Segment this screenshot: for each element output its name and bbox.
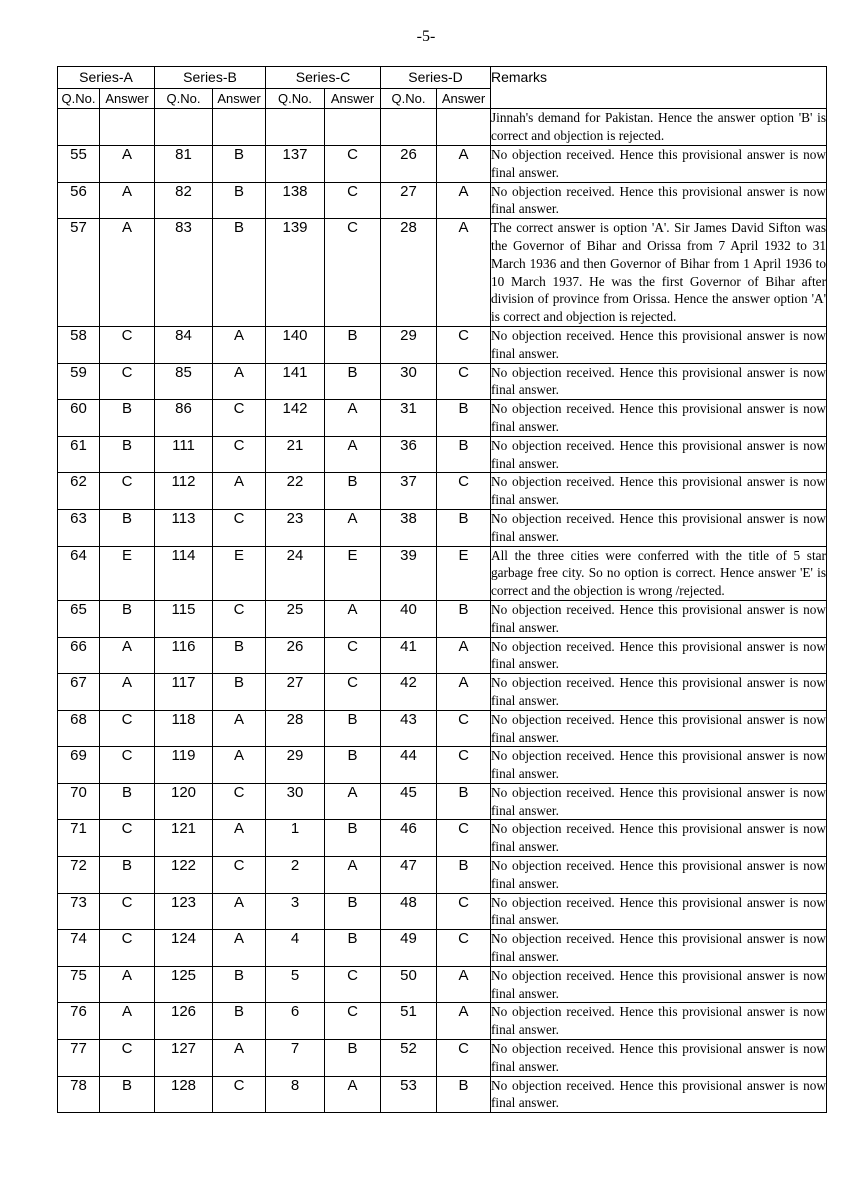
series-b-qno-cell: 85 bbox=[155, 363, 213, 400]
series-c-answer-cell: C bbox=[325, 1003, 381, 1040]
series-b-qno-cell: 115 bbox=[155, 600, 213, 637]
series-d-answer-cell: B bbox=[437, 783, 491, 820]
remarks-cell: No objection received. Hence this provisional answer is now final answer. bbox=[491, 783, 827, 820]
series-c-answer-cell: C bbox=[325, 146, 381, 183]
series-a-qno-cell: 56 bbox=[58, 182, 100, 219]
series-d-answer-cell: B bbox=[437, 400, 491, 437]
series-c-qno-cell: 1 bbox=[266, 820, 325, 857]
series-a-qno-cell: 62 bbox=[58, 473, 100, 510]
series-b-qno-cell: 124 bbox=[155, 930, 213, 967]
series-c-qno-cell: 30 bbox=[266, 783, 325, 820]
series-b-answer-cell bbox=[213, 109, 266, 146]
series-b-qno-cell: 82 bbox=[155, 182, 213, 219]
series-b-qno-cell: 84 bbox=[155, 326, 213, 363]
series-a-answer-cell: A bbox=[100, 182, 155, 219]
series-d-answer-cell: C bbox=[437, 473, 491, 510]
series-c-qno-cell: 7 bbox=[266, 1040, 325, 1077]
series-d-answer-cell: A bbox=[437, 146, 491, 183]
series-b-answer-cell: A bbox=[213, 710, 266, 747]
series-b-answer-cell: A bbox=[213, 747, 266, 784]
series-c-answer-cell: A bbox=[325, 783, 381, 820]
series-c-qno-cell bbox=[266, 109, 325, 146]
series-b-answer-cell: A bbox=[213, 893, 266, 930]
series-c-qno-cell: 26 bbox=[266, 637, 325, 674]
table-row bbox=[58, 710, 827, 747]
series-c-answer-header: Answer bbox=[325, 89, 381, 109]
series-d-answer-cell: B bbox=[437, 436, 491, 473]
remarks-cell: No objection received. Hence this provisional answer is now final answer. bbox=[491, 473, 827, 510]
series-c-qno-cell: 141 bbox=[266, 363, 325, 400]
table-row bbox=[58, 182, 827, 219]
table-row bbox=[58, 674, 827, 711]
series-b-qno-cell: 113 bbox=[155, 509, 213, 546]
series-d-qno-cell: 30 bbox=[381, 363, 437, 400]
series-d-qno-cell: 41 bbox=[381, 637, 437, 674]
remarks-cell: No objection received. Hence this provisional answer is now final answer. bbox=[491, 326, 827, 363]
series-c-answer-cell: B bbox=[325, 930, 381, 967]
series-b-answer-cell: B bbox=[213, 637, 266, 674]
series-a-qno-cell bbox=[58, 109, 100, 146]
series-d-qno-cell: 48 bbox=[381, 893, 437, 930]
table-row bbox=[58, 546, 827, 600]
series-b-answer-cell: A bbox=[213, 930, 266, 967]
series-a-answer-cell: A bbox=[100, 219, 155, 327]
series-d-qno-cell: 39 bbox=[381, 546, 437, 600]
series-c-answer-cell: C bbox=[325, 182, 381, 219]
series-b-answer-cell: B bbox=[213, 219, 266, 327]
series-d-qno-cell: 29 bbox=[381, 326, 437, 363]
series-c-qno-cell: 2 bbox=[266, 857, 325, 894]
series-c-qno-cell: 27 bbox=[266, 674, 325, 711]
series-a-qno-cell: 77 bbox=[58, 1040, 100, 1077]
series-c-answer-cell: A bbox=[325, 857, 381, 894]
series-a-qno-cell: 75 bbox=[58, 966, 100, 1003]
series-a-answer-cell: B bbox=[100, 783, 155, 820]
series-b-answer-cell: A bbox=[213, 820, 266, 857]
series-a-answer-cell: E bbox=[100, 546, 155, 600]
series-b-answer-cell: C bbox=[213, 783, 266, 820]
series-d-answer-cell bbox=[437, 109, 491, 146]
answer-key-table bbox=[57, 66, 827, 1113]
series-b-qno-header: Q.No. bbox=[155, 89, 213, 109]
remarks-cell: No objection received. Hence this provisional answer is now final answer. bbox=[491, 930, 827, 967]
series-d-answer-cell: A bbox=[437, 674, 491, 711]
remarks-cell: Jinnah's demand for Pakistan. Hence the answer option 'B' is correct and objection is rejected. bbox=[491, 109, 827, 146]
remarks-cell: No objection received. Hence this provisional answer is now final answer. bbox=[491, 1076, 827, 1113]
series-a-qno-cell: 66 bbox=[58, 637, 100, 674]
series-c-answer-cell: B bbox=[325, 473, 381, 510]
series-d-answer-cell: A bbox=[437, 182, 491, 219]
remarks-cell: No objection received. Hence this provisional answer is now final answer. bbox=[491, 400, 827, 437]
series-d-answer-cell: C bbox=[437, 820, 491, 857]
series-d-answer-cell: C bbox=[437, 930, 491, 967]
series-d-qno-cell: 49 bbox=[381, 930, 437, 967]
series-b-qno-cell: 111 bbox=[155, 436, 213, 473]
series-a-qno-cell: 76 bbox=[58, 1003, 100, 1040]
series-a-qno-cell: 72 bbox=[58, 857, 100, 894]
series-b-answer-cell: E bbox=[213, 546, 266, 600]
series-c-answer-cell: A bbox=[325, 509, 381, 546]
table-row bbox=[58, 637, 827, 674]
table-row bbox=[58, 966, 827, 1003]
series-c-header: Series-C bbox=[266, 67, 381, 89]
table-row bbox=[58, 820, 827, 857]
series-b-answer-cell: A bbox=[213, 473, 266, 510]
series-d-answer-cell: C bbox=[437, 326, 491, 363]
series-c-qno-cell: 4 bbox=[266, 930, 325, 967]
series-a-qno-cell: 65 bbox=[58, 600, 100, 637]
series-d-answer-cell: B bbox=[437, 600, 491, 637]
series-b-qno-cell: 126 bbox=[155, 1003, 213, 1040]
answer-rows bbox=[58, 109, 827, 1113]
series-d-answer-cell: C bbox=[437, 893, 491, 930]
series-a-answer-cell: A bbox=[100, 966, 155, 1003]
series-c-qno-header: Q.No. bbox=[266, 89, 325, 109]
series-d-qno-cell: 28 bbox=[381, 219, 437, 327]
series-c-answer-cell bbox=[325, 109, 381, 146]
series-d-answer-header: Answer bbox=[437, 89, 491, 109]
series-d-qno-cell: 51 bbox=[381, 1003, 437, 1040]
series-d-answer-cell: C bbox=[437, 747, 491, 784]
series-a-answer-cell: C bbox=[100, 710, 155, 747]
series-a-qno-cell: 74 bbox=[58, 930, 100, 967]
series-d-answer-cell: A bbox=[437, 1003, 491, 1040]
series-a-answer-cell: B bbox=[100, 400, 155, 437]
series-d-qno-cell bbox=[381, 109, 437, 146]
series-c-qno-cell: 142 bbox=[266, 400, 325, 437]
series-a-answer-cell: C bbox=[100, 1040, 155, 1077]
series-a-answer-cell: B bbox=[100, 436, 155, 473]
remarks-cell: No objection received. Hence this provisional answer is now final answer. bbox=[491, 1003, 827, 1040]
remarks-cell: No objection received. Hence this provisional answer is now final answer. bbox=[491, 820, 827, 857]
series-b-answer-cell: B bbox=[213, 146, 266, 183]
series-b-qno-cell: 127 bbox=[155, 1040, 213, 1077]
series-a-answer-cell: A bbox=[100, 146, 155, 183]
series-d-qno-cell: 53 bbox=[381, 1076, 437, 1113]
series-b-answer-cell: A bbox=[213, 1040, 266, 1077]
series-b-qno-cell: 117 bbox=[155, 674, 213, 711]
remarks-cell: All the three cities were conferred with the title of 5 star garbage free city. So no option is correct. Hence answer 'E' is correct and the objection is wrong /rejected. bbox=[491, 546, 827, 600]
table-row bbox=[58, 473, 827, 510]
table-row bbox=[58, 326, 827, 363]
series-c-qno-cell: 29 bbox=[266, 747, 325, 784]
series-d-qno-cell: 44 bbox=[381, 747, 437, 784]
series-b-qno-cell: 121 bbox=[155, 820, 213, 857]
series-b-answer-cell: B bbox=[213, 674, 266, 711]
series-c-qno-cell: 22 bbox=[266, 473, 325, 510]
series-b-qno-cell: 114 bbox=[155, 546, 213, 600]
series-d-qno-cell: 42 bbox=[381, 674, 437, 711]
series-a-answer-cell bbox=[100, 109, 155, 146]
series-c-qno-cell: 25 bbox=[266, 600, 325, 637]
series-a-qno-cell: 59 bbox=[58, 363, 100, 400]
series-c-answer-cell: A bbox=[325, 400, 381, 437]
series-c-answer-cell: B bbox=[325, 747, 381, 784]
series-b-qno-cell: 123 bbox=[155, 893, 213, 930]
series-a-answer-cell: C bbox=[100, 747, 155, 784]
table-row bbox=[58, 436, 827, 473]
series-a-qno-cell: 73 bbox=[58, 893, 100, 930]
series-a-qno-cell: 55 bbox=[58, 146, 100, 183]
table-row bbox=[58, 893, 827, 930]
series-b-qno-cell bbox=[155, 109, 213, 146]
table-row bbox=[58, 400, 827, 437]
series-c-answer-cell: B bbox=[325, 820, 381, 857]
series-c-answer-cell: A bbox=[325, 1076, 381, 1113]
table-row bbox=[58, 1003, 827, 1040]
series-d-answer-cell: A bbox=[437, 219, 491, 327]
series-a-qno-cell: 60 bbox=[58, 400, 100, 437]
table-row bbox=[58, 783, 827, 820]
series-c-qno-cell: 24 bbox=[266, 546, 325, 600]
remarks-cell: No objection received. Hence this provisional answer is now final answer. bbox=[491, 710, 827, 747]
series-a-answer-cell: B bbox=[100, 600, 155, 637]
series-c-answer-cell: A bbox=[325, 600, 381, 637]
table-row bbox=[58, 600, 827, 637]
table-row bbox=[58, 219, 827, 327]
series-d-qno-cell: 36 bbox=[381, 436, 437, 473]
series-b-qno-cell: 83 bbox=[155, 219, 213, 327]
series-a-qno-cell: 58 bbox=[58, 326, 100, 363]
remarks-cell: No objection received. Hence this provisional answer is now final answer. bbox=[491, 146, 827, 183]
series-c-qno-cell: 21 bbox=[266, 436, 325, 473]
remarks-cell: No objection received. Hence this provisional answer is now final answer. bbox=[491, 182, 827, 219]
remarks-cell: No objection received. Hence this provisional answer is now final answer. bbox=[491, 893, 827, 930]
series-d-qno-cell: 27 bbox=[381, 182, 437, 219]
series-a-qno-cell: 69 bbox=[58, 747, 100, 784]
table-row bbox=[58, 747, 827, 784]
remarks-cell: No objection received. Hence this provisional answer is now final answer. bbox=[491, 857, 827, 894]
series-b-qno-cell: 122 bbox=[155, 857, 213, 894]
series-c-answer-cell: B bbox=[325, 363, 381, 400]
series-c-qno-cell: 6 bbox=[266, 1003, 325, 1040]
series-c-answer-cell: C bbox=[325, 219, 381, 327]
series-a-answer-cell: C bbox=[100, 893, 155, 930]
remarks-cell: No objection received. Hence this provisional answer is now final answer. bbox=[491, 747, 827, 784]
series-c-answer-cell: B bbox=[325, 710, 381, 747]
series-a-answer-cell: C bbox=[100, 820, 155, 857]
series-c-answer-cell: C bbox=[325, 674, 381, 711]
series-b-qno-cell: 86 bbox=[155, 400, 213, 437]
series-a-answer-cell: C bbox=[100, 473, 155, 510]
series-d-qno-cell: 38 bbox=[381, 509, 437, 546]
remarks-cell: No objection received. Hence this provisional answer is now final answer. bbox=[491, 363, 827, 400]
series-d-answer-cell: A bbox=[437, 637, 491, 674]
series-d-answer-cell: C bbox=[437, 1040, 491, 1077]
series-b-qno-cell: 119 bbox=[155, 747, 213, 784]
series-c-answer-cell: C bbox=[325, 637, 381, 674]
series-d-qno-cell: 26 bbox=[381, 146, 437, 183]
series-a-answer-cell: B bbox=[100, 509, 155, 546]
series-a-answer-cell: B bbox=[100, 857, 155, 894]
remarks-header: Remarks bbox=[491, 67, 827, 109]
series-c-qno-cell: 138 bbox=[266, 182, 325, 219]
series-a-qno-cell: 78 bbox=[58, 1076, 100, 1113]
series-b-qno-cell: 112 bbox=[155, 473, 213, 510]
table-row bbox=[58, 363, 827, 400]
series-b-answer-cell: C bbox=[213, 436, 266, 473]
series-a-answer-cell: C bbox=[100, 930, 155, 967]
series-b-qno-cell: 81 bbox=[155, 146, 213, 183]
series-a-answer-cell: B bbox=[100, 1076, 155, 1113]
table-row bbox=[58, 146, 827, 183]
series-a-answer-cell: C bbox=[100, 363, 155, 400]
remarks-cell: No objection received. Hence this provisional answer is now final answer. bbox=[491, 966, 827, 1003]
series-d-answer-cell: B bbox=[437, 857, 491, 894]
series-a-qno-cell: 70 bbox=[58, 783, 100, 820]
series-d-qno-cell: 46 bbox=[381, 820, 437, 857]
series-c-answer-cell: B bbox=[325, 1040, 381, 1077]
series-a-qno-cell: 61 bbox=[58, 436, 100, 473]
series-c-qno-cell: 140 bbox=[266, 326, 325, 363]
series-b-answer-cell: B bbox=[213, 182, 266, 219]
series-b-qno-cell: 120 bbox=[155, 783, 213, 820]
page-number: -5- bbox=[416, 28, 436, 45]
series-a-answer-cell: A bbox=[100, 674, 155, 711]
remarks-cell: The correct answer is option 'A'. Sir James David Sifton was the Governor of Bihar and Orissa from 7 April 1932 to 31 March 1936 and then Governor of Bihar from 1 April 1936 to 10 March 1937. He was the first Governor of Bihar after division of province from Orissa. Hence the answer option 'A' is correct and objection is rejected. bbox=[491, 219, 827, 327]
series-a-qno-cell: 64 bbox=[58, 546, 100, 600]
series-c-qno-cell: 8 bbox=[266, 1076, 325, 1113]
series-d-qno-cell: 50 bbox=[381, 966, 437, 1003]
series-d-answer-cell: C bbox=[437, 363, 491, 400]
series-d-qno-cell: 52 bbox=[381, 1040, 437, 1077]
table-row bbox=[58, 1076, 827, 1113]
series-a-qno-cell: 57 bbox=[58, 219, 100, 327]
series-d-answer-cell: A bbox=[437, 966, 491, 1003]
series-b-answer-cell: B bbox=[213, 1003, 266, 1040]
table-row bbox=[58, 1040, 827, 1077]
series-d-qno-cell: 47 bbox=[381, 857, 437, 894]
remarks-cell: No objection received. Hence this provisional answer is now final answer. bbox=[491, 674, 827, 711]
series-a-qno-cell: 68 bbox=[58, 710, 100, 747]
series-d-qno-cell: 45 bbox=[381, 783, 437, 820]
series-b-qno-cell: 116 bbox=[155, 637, 213, 674]
series-b-header: Series-B bbox=[155, 67, 266, 89]
series-d-qno-cell: 40 bbox=[381, 600, 437, 637]
series-b-qno-cell: 118 bbox=[155, 710, 213, 747]
series-a-answer-cell: A bbox=[100, 637, 155, 674]
series-a-answer-cell: A bbox=[100, 1003, 155, 1040]
series-d-qno-cell: 37 bbox=[381, 473, 437, 510]
series-a-qno-cell: 63 bbox=[58, 509, 100, 546]
series-b-answer-cell: A bbox=[213, 363, 266, 400]
series-d-qno-cell: 31 bbox=[381, 400, 437, 437]
series-d-answer-cell: C bbox=[437, 710, 491, 747]
series-c-qno-cell: 139 bbox=[266, 219, 325, 327]
series-c-qno-cell: 23 bbox=[266, 509, 325, 546]
series-a-qno-cell: 67 bbox=[58, 674, 100, 711]
series-c-qno-cell: 3 bbox=[266, 893, 325, 930]
series-c-qno-cell: 5 bbox=[266, 966, 325, 1003]
series-b-answer-cell: C bbox=[213, 509, 266, 546]
series-b-answer-cell: C bbox=[213, 600, 266, 637]
series-c-answer-cell: E bbox=[325, 546, 381, 600]
remarks-cell: No objection received. Hence this provisional answer is now final answer. bbox=[491, 600, 827, 637]
remarks-cell: No objection received. Hence this provisional answer is now final answer. bbox=[491, 637, 827, 674]
remarks-cell: No objection received. Hence this provisional answer is now final answer. bbox=[491, 1040, 827, 1077]
series-a-answer-cell: C bbox=[100, 326, 155, 363]
series-d-qno-header: Q.No. bbox=[381, 89, 437, 109]
series-d-answer-cell: B bbox=[437, 1076, 491, 1113]
series-d-answer-cell: B bbox=[437, 509, 491, 546]
series-header-row bbox=[58, 67, 827, 89]
series-c-qno-cell: 137 bbox=[266, 146, 325, 183]
series-c-qno-cell: 28 bbox=[266, 710, 325, 747]
table-row bbox=[58, 509, 827, 546]
series-a-qno-header: Q.No. bbox=[58, 89, 100, 109]
series-d-qno-cell: 43 bbox=[381, 710, 437, 747]
table-row bbox=[58, 857, 827, 894]
series-c-answer-cell: B bbox=[325, 326, 381, 363]
series-c-answer-cell: C bbox=[325, 966, 381, 1003]
series-b-qno-cell: 128 bbox=[155, 1076, 213, 1113]
series-d-header: Series-D bbox=[381, 67, 491, 89]
series-b-answer-cell: C bbox=[213, 857, 266, 894]
series-a-answer-header: Answer bbox=[100, 89, 155, 109]
series-c-answer-cell: B bbox=[325, 893, 381, 930]
remarks-cell: No objection received. Hence this provisional answer is now final answer. bbox=[491, 509, 827, 546]
table-row bbox=[58, 930, 827, 967]
series-b-answer-cell: B bbox=[213, 966, 266, 1003]
table-row bbox=[58, 109, 827, 146]
series-a-header: Series-A bbox=[58, 67, 155, 89]
series-b-answer-header: Answer bbox=[213, 89, 266, 109]
series-b-answer-cell: C bbox=[213, 1076, 266, 1113]
series-b-qno-cell: 125 bbox=[155, 966, 213, 1003]
remarks-cell: No objection received. Hence this provisional answer is now final answer. bbox=[491, 436, 827, 473]
series-d-answer-cell: E bbox=[437, 546, 491, 600]
series-b-answer-cell: A bbox=[213, 326, 266, 363]
series-b-answer-cell: C bbox=[213, 400, 266, 437]
series-c-answer-cell: A bbox=[325, 436, 381, 473]
series-a-qno-cell: 71 bbox=[58, 820, 100, 857]
